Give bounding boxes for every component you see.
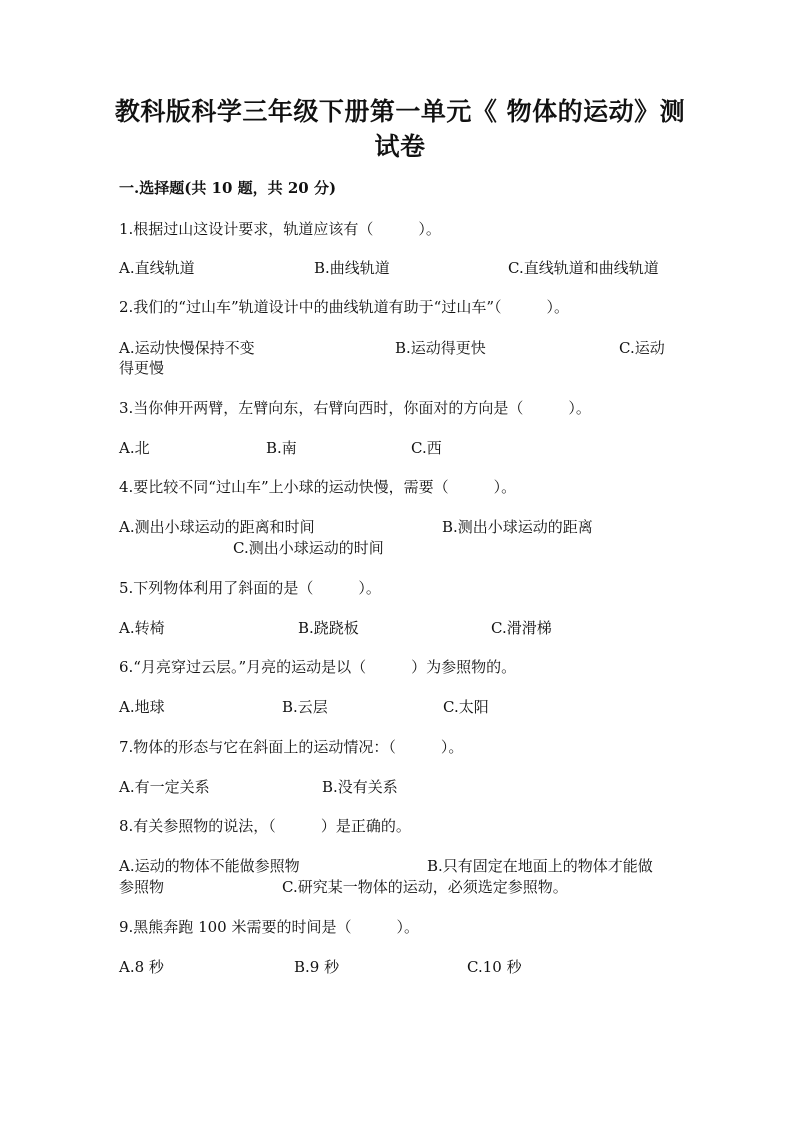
question-7-stem: 7.物体的形态与它在斜面上的运动情况：（ ）。: [119, 738, 464, 756]
question-1-option-c: C.直线轨道和曲线轨道: [508, 259, 659, 277]
question-4-option-c: C.测出小球运动的时间: [233, 539, 384, 557]
question-9-option-a: A.8 秒: [119, 958, 164, 976]
question-8-option-a: A.运动的物体不能做参照物: [119, 857, 300, 875]
question-1-option-b: B.曲线轨道: [314, 259, 390, 277]
section-heading: 一.选择题(共 10 题，共 20 分): [119, 179, 337, 197]
question-1-option-a: A.直线轨道: [119, 259, 195, 277]
question-6-stem: 6.“月亮穿过云层。”月亮的运动是以（ ）为参照物的。: [119, 658, 517, 676]
question-3-stem: 3.当你伸开两臂，左臂向东，右臂向西时，你面对的方向是（ ）。: [119, 399, 591, 417]
question-5-stem: 5.下列物体利用了斜面的是（ ）。: [119, 579, 381, 597]
question-2-option-c: C.运动: [619, 339, 665, 357]
page-title-line-1: 教科版科学三年级下册第一单元《 物体的运动》测: [114, 97, 686, 126]
question-8-stem: 8.有关参照物的说法，（ ）是正确的。: [119, 817, 411, 835]
question-9-option-b: B.9 秒: [294, 958, 340, 976]
question-2-option-a: A.运动快慢保持不变: [119, 339, 255, 357]
question-8-option-b: B.只有固定在地面上的物体才能做: [427, 857, 653, 875]
question-3-option-a: A.北: [119, 439, 150, 457]
question-5-option-b: B.跷跷板: [298, 619, 359, 637]
question-4-stem: 4.要比较不同“过山车”上小球的运动快慢，需要（ ）。: [119, 478, 517, 496]
question-9-stem: 9.黑熊奔跑 100 米需要的时间是（ ）。: [119, 918, 419, 936]
question-2-stem: 2.我们的“过山车”轨道设计中的曲线轨道有助于“过山车”（ ）。: [119, 298, 569, 316]
question-5-option-c: C.滑滑梯: [491, 619, 552, 637]
question-6-option-c: C.太阳: [443, 698, 489, 716]
question-7-option-a: A.有一定关系: [119, 778, 210, 796]
question-4-option-a: A.测出小球运动的距离和时间: [119, 518, 315, 536]
question-6-option-b: B.云层: [282, 698, 328, 716]
question-6-option-a: A.地球: [119, 698, 165, 716]
question-8-option-c: C.研究某一物体的运动，必须选定参照物。: [282, 878, 568, 896]
question-2-option-c-wrap: 得更慢: [119, 359, 165, 377]
question-7-option-b: B.没有关系: [322, 778, 398, 796]
question-5-option-a: A.转椅: [119, 619, 165, 637]
question-1-stem: 1.根据过山这设计要求，轨道应该有（ ）。: [119, 220, 441, 238]
page-title-line-2: 试卷: [374, 132, 426, 161]
question-3-option-b: B.南: [266, 439, 297, 457]
question-8-option-b-wrap: 参照物: [119, 878, 165, 896]
question-3-option-c: C.西: [411, 439, 442, 457]
question-9-option-c: C.10 秒: [467, 958, 522, 976]
question-2-option-b: B.运动得更快: [395, 339, 486, 357]
question-4-option-b: B.测出小球运动的距离: [442, 518, 593, 536]
